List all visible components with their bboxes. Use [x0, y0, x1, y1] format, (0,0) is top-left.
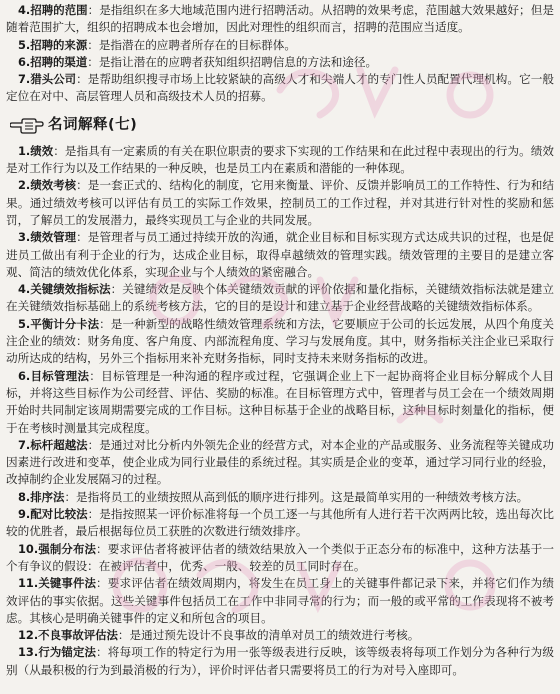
pointing-hand-icon: [10, 118, 44, 134]
section-heading: [6, 115, 554, 137]
term-definition: ：要求评估者将被评估者的绩效结果放入一个类似于正态分布的标准中，这种方法基于一个有争议的假设：在被评估者中，优秀、一般、较差的员工同时存在。: [6, 541, 554, 573]
term-label: 2.绩效考核: [18, 178, 77, 193]
term-definition: ：将每项工作的特定行为用一张等级表进行反映，该等级表将每项工作划分为各种行为级别（从最积极的行为到最消极的行为），评价时评估者只需要将员工的行为对号入座即可。: [6, 645, 554, 677]
term-label: 3.绩效管理: [18, 230, 77, 245]
definition-forced-distribution: [6, 541, 554, 576]
top-item-recruit-source: [6, 37, 554, 54]
top-item-headhunter: [6, 71, 554, 106]
term-definition: ：是帮助组织搜寻市场上比较紧缺的高级人才和尖端人才的专门性人员配置代理机构。它一般定位在对中、高层管理人员和高级技术人员的招募。: [6, 72, 554, 104]
term-label: 4.招聘的范围: [18, 3, 88, 17]
term-label: 5.招聘的来源: [18, 37, 88, 52]
top-item-recruit-channel: [6, 54, 554, 71]
definition-benchmarking: [6, 437, 554, 489]
term-label: 8.排序法: [18, 489, 65, 504]
term-definition: ：是一套正式的、结构化的制度，它用来衡量、评价、反馈并影响员工的工作特性、行为和结果。通过绩效考核可以评估有员工的实际工作效果，控制员工的工作过程，并对其进行针对性的奖励和惩罚，了解员工的发展潜力，最终实现员工与企业的共同发展。: [6, 178, 554, 227]
term-definition: ：是指具有一定素质的有关在职位职责的要求下实现的工作结果和在此过程中表现出的行为。绩效是对工作行为以及工作结果的一种反映，也是员工内在素质和潜能的一种体现。: [6, 143, 554, 176]
definition-mbo: [6, 368, 554, 437]
term-definition: ：是通过预先设计不良事故的清单对员工的绩效进行考核。: [117, 628, 420, 643]
term-definition: ：是指组织在多大地域范围内进行招聘活动。从招聘的效果考虑，范围越大效果越好；但是随着范围扩大，组织的招聘成本也会增加，因此对理性的组织而言，招聘的范围应当适度。: [6, 3, 554, 35]
term-definition: ：要求评估者在绩效周期内，将发生在员工身上的关键事件都记录下来，并将它们作为绩效评估的事实依据。这些关键事件包括员工在工作中非同寻常的行为；而一般的或平常的工作表现将不被考虑。其核心是明确关键事件的定义和所包含的项目。: [6, 576, 554, 625]
term-definition: ：是一种新型的战略性绩效管理系统和方法，它要顺应于公司的长远发展，从四个角度关注企业的绩效：财务角度、客户角度、内部流程角度、学习与发展角度。其中，财务指标关注企业已采取行动所达成的结构，另外三个指标用来补充财务指标，同时支持未来财务指标的改进。: [6, 316, 554, 366]
term-label: 6.目标管理法: [18, 368, 90, 383]
top-item-recruit-scope: [6, 2, 554, 37]
term-label: 11.关键事件法: [18, 576, 97, 591]
top-list: [6, 2, 554, 106]
term-label: 12.不良事故评估法: [18, 628, 118, 643]
definition-adverse-incident: [6, 627, 554, 644]
definition-performance: [6, 143, 554, 178]
term-label: 1.绩效: [18, 143, 54, 158]
term-definition: ：是指让潜在的应聘者获知组织招聘信息的方法和途径。: [87, 54, 378, 69]
term-definition: ：是指按照某一评价标准将每一个员工逐一与其他所有人进行若干次两两比较，选出每次比较的优胜者，最后根据每位员工获胜的次数进行绩效排序。: [6, 507, 554, 539]
term-definition: ：是管理者与员工通过持续开放的沟通，就企业目标和目标实现方式达成共识的过程，也是促进员工做出有利于企业的行为，达成企业目标，取得卓越绩效的管理实践。绩效管理的主要目的是建立客观、简洁的绩效优化体系，实现企业与个人绩效的紧密融合。: [6, 230, 554, 279]
definition-balanced-scorecard: [6, 316, 554, 368]
term-definition: ：关键绩效是反映个体关键绩效贡献的评价依据和量化指标，关键绩效指标法就是建立在关键绩效指标基础上的系统考核方法，它的目的是设计和建立基于企业经营战略的关键绩效指标体系。: [6, 282, 554, 314]
term-label: 7.猎头公司: [18, 72, 77, 87]
term-definition: ：是指将员工的业绩按照从高到低的顺序进行排列。这是最简单实用的一种绩效考核方法。: [64, 489, 529, 504]
term-label: 10.强制分布法: [18, 541, 97, 556]
definition-list: [6, 143, 554, 679]
term-definition: ：是指潜在的应聘者所存在的目标群体。: [87, 37, 296, 52]
definition-paired-comparison: [6, 506, 554, 541]
term-label: 6.招聘的渠道: [18, 54, 88, 69]
definition-critical-incident: [6, 575, 554, 627]
term-label: 4.关键绩效指标法: [18, 282, 111, 297]
definition-bars: [6, 644, 554, 679]
definition-performance-management: [6, 229, 554, 281]
term-label: 7.标杆超越法: [18, 437, 88, 452]
term-label: 5.平衡计分卡法: [18, 316, 100, 331]
term-label: 13.行为锚定法: [18, 645, 97, 660]
section-title: 名词解释(七): [48, 117, 138, 134]
definition-performance-appraisal: [6, 177, 554, 229]
definition-kpi: [6, 281, 554, 316]
definition-ranking: [6, 489, 554, 506]
term-label: 9.配对比较法: [18, 507, 88, 522]
term-definition: ：是通过对比分析内外领先企业的经营方式，对本企业的产品或服务、业务流程等关键成功因素进行改进和变革，使企业成为同行业最佳的系统过程。其实质是企业的变革，通过学习同行业的经验，改掉制约企业发展隔习的过程。: [6, 437, 554, 487]
term-definition: ：目标管理是一种沟通的程序或过程，它强调企业上下一起协商将企业目标分解成个人目标，并将这些目标作为公司经营、评估、奖励的标准。在目标管理方式中，管理者与员工会在一个绩效周期开始时共同制定该周期需要完成的工作目标。这种目标基于企业的战略目标，这种目标时刻量化的指标，便于在考核时测量其完成程度。: [6, 368, 554, 435]
